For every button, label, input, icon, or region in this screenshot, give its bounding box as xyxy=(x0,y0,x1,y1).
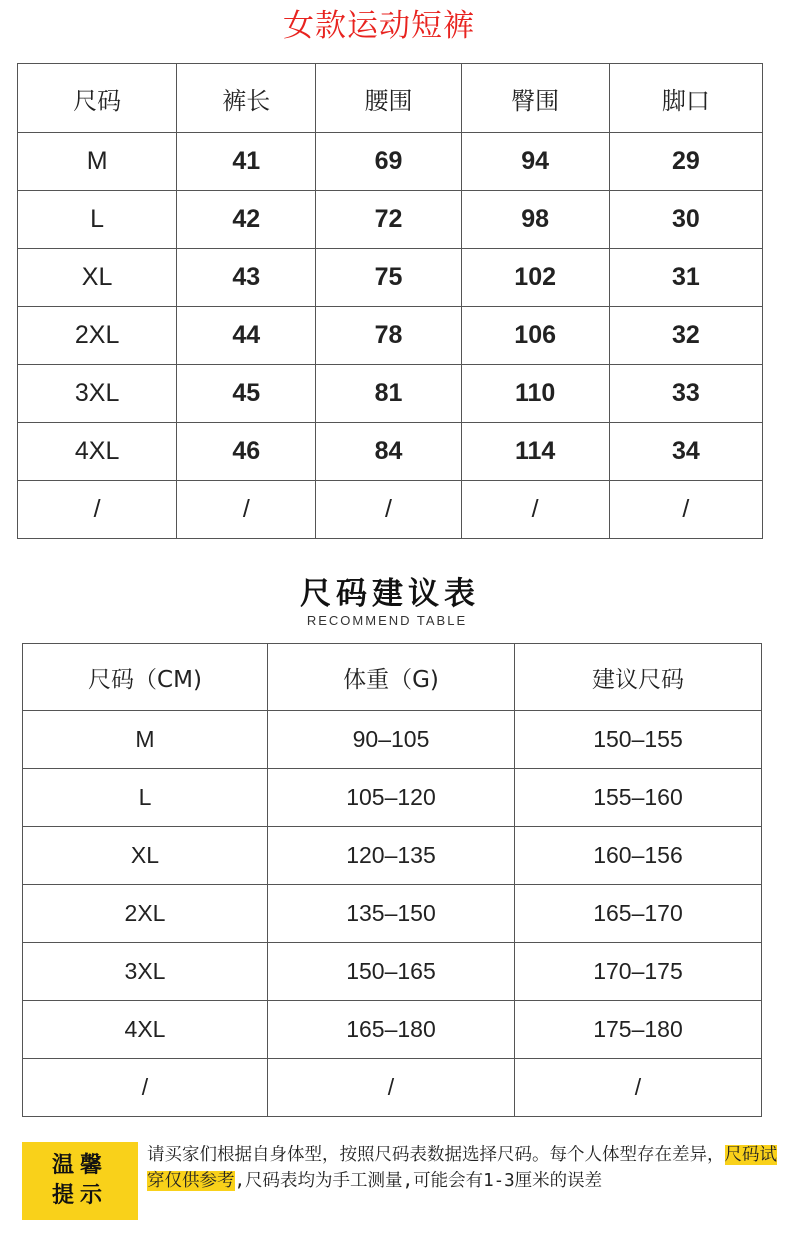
table-row xyxy=(18,191,763,249)
weight-cell: 105–120 xyxy=(268,769,515,827)
weight-cell: / xyxy=(268,1059,515,1117)
recommend-table xyxy=(22,643,762,1117)
table-row xyxy=(23,827,762,885)
height-cell: 155–160 xyxy=(515,769,762,827)
tip-text xyxy=(147,1142,777,1194)
recommend-header-cell: 尺码（CM) xyxy=(23,644,268,711)
size-table-header-cell: 尺码 xyxy=(18,64,177,133)
size-table-header-cell: 脚口 xyxy=(609,64,762,133)
table-cell: 114 xyxy=(461,423,609,481)
size-cell: / xyxy=(23,1059,268,1117)
size-table-header-cell: 裤长 xyxy=(177,64,316,133)
recommend-header-cell: 建议尺码 xyxy=(515,644,762,711)
size-cell: L xyxy=(18,191,177,249)
table-cell: 81 xyxy=(316,365,461,423)
table-cell: 106 xyxy=(461,307,609,365)
table-row xyxy=(18,423,763,481)
table-cell: 110 xyxy=(461,365,609,423)
recommend-header-cell: 体重（G) xyxy=(268,644,515,711)
table-cell: 41 xyxy=(177,133,316,191)
tip-text-intro: 请买家们根据自身体型，按照尺码表数据选择尺码。每个人体型存在差异， xyxy=(147,1145,725,1165)
table-cell: 84 xyxy=(316,423,461,481)
tip-text-highlight: 尺码试穿仅供参考 xyxy=(147,1145,777,1191)
table-row xyxy=(23,711,762,769)
size-cell: 3XL xyxy=(18,365,177,423)
weight-cell: 135–150 xyxy=(268,885,515,943)
table-row xyxy=(18,307,763,365)
size-table-header-cell: 腰围 xyxy=(316,64,461,133)
size-cell: 4XL xyxy=(18,423,177,481)
size-table xyxy=(17,63,763,539)
height-cell: 165–170 xyxy=(515,885,762,943)
tip-badge xyxy=(22,1142,138,1220)
table-cell: 102 xyxy=(461,249,609,307)
recommend-subtitle: RECOMMEND TABLE xyxy=(306,613,468,628)
size-cell: M xyxy=(18,133,177,191)
tip-text-rest: ,尺码表均为手工测量,可能会有1-3厘米的误差 xyxy=(234,1171,603,1191)
table-cell: 98 xyxy=(461,191,609,249)
table-cell: 78 xyxy=(316,307,461,365)
height-cell: 175–180 xyxy=(515,1001,762,1059)
weight-cell: 90–105 xyxy=(268,711,515,769)
table-cell: 29 xyxy=(609,133,762,191)
size-cell: 4XL xyxy=(23,1001,268,1059)
size-cell: 3XL xyxy=(23,943,268,1001)
table-cell: / xyxy=(177,481,316,539)
height-cell: 150–155 xyxy=(515,711,762,769)
table-cell: 31 xyxy=(609,249,762,307)
tip-badge-line2: 提示 xyxy=(51,1183,108,1208)
table-cell: 94 xyxy=(461,133,609,191)
table-row xyxy=(18,481,763,539)
table-cell: 75 xyxy=(316,249,461,307)
table-cell: 30 xyxy=(609,191,762,249)
height-cell: 160–156 xyxy=(515,827,762,885)
table-row xyxy=(18,133,763,191)
table-cell: 43 xyxy=(177,249,316,307)
table-row xyxy=(23,885,762,943)
table-cell: 32 xyxy=(609,307,762,365)
page-title: 女款运动短裤 xyxy=(283,8,475,44)
size-cell: XL xyxy=(23,827,268,885)
table-row xyxy=(18,249,763,307)
weight-cell: 150–165 xyxy=(268,943,515,1001)
table-row xyxy=(23,769,762,827)
size-cell: 2XL xyxy=(18,307,177,365)
size-cell: XL xyxy=(18,249,177,307)
table-cell: 72 xyxy=(316,191,461,249)
table-row xyxy=(18,365,763,423)
weight-cell: 165–180 xyxy=(268,1001,515,1059)
table-cell: 44 xyxy=(177,307,316,365)
height-cell: 170–175 xyxy=(515,943,762,1001)
table-cell: 33 xyxy=(609,365,762,423)
height-cell: / xyxy=(515,1059,762,1117)
recommend-title: 尺码建议表 xyxy=(300,576,480,612)
table-cell: 42 xyxy=(177,191,316,249)
table-cell: / xyxy=(461,481,609,539)
table-cell: 46 xyxy=(177,423,316,481)
tip-badge-line1: 温馨 xyxy=(51,1153,108,1178)
size-cell: L xyxy=(23,769,268,827)
size-table-header-cell: 臀围 xyxy=(461,64,609,133)
size-table-header-row xyxy=(18,64,763,133)
table-row xyxy=(23,1059,762,1117)
size-cell: / xyxy=(18,481,177,539)
weight-cell: 120–135 xyxy=(268,827,515,885)
size-cell: 2XL xyxy=(23,885,268,943)
table-cell: 69 xyxy=(316,133,461,191)
table-cell: 34 xyxy=(609,423,762,481)
table-row xyxy=(23,943,762,1001)
recommend-table-header-row xyxy=(23,644,762,711)
table-cell: / xyxy=(609,481,762,539)
table-row xyxy=(23,1001,762,1059)
table-cell: 45 xyxy=(177,365,316,423)
size-cell: M xyxy=(23,711,268,769)
table-cell: / xyxy=(316,481,461,539)
